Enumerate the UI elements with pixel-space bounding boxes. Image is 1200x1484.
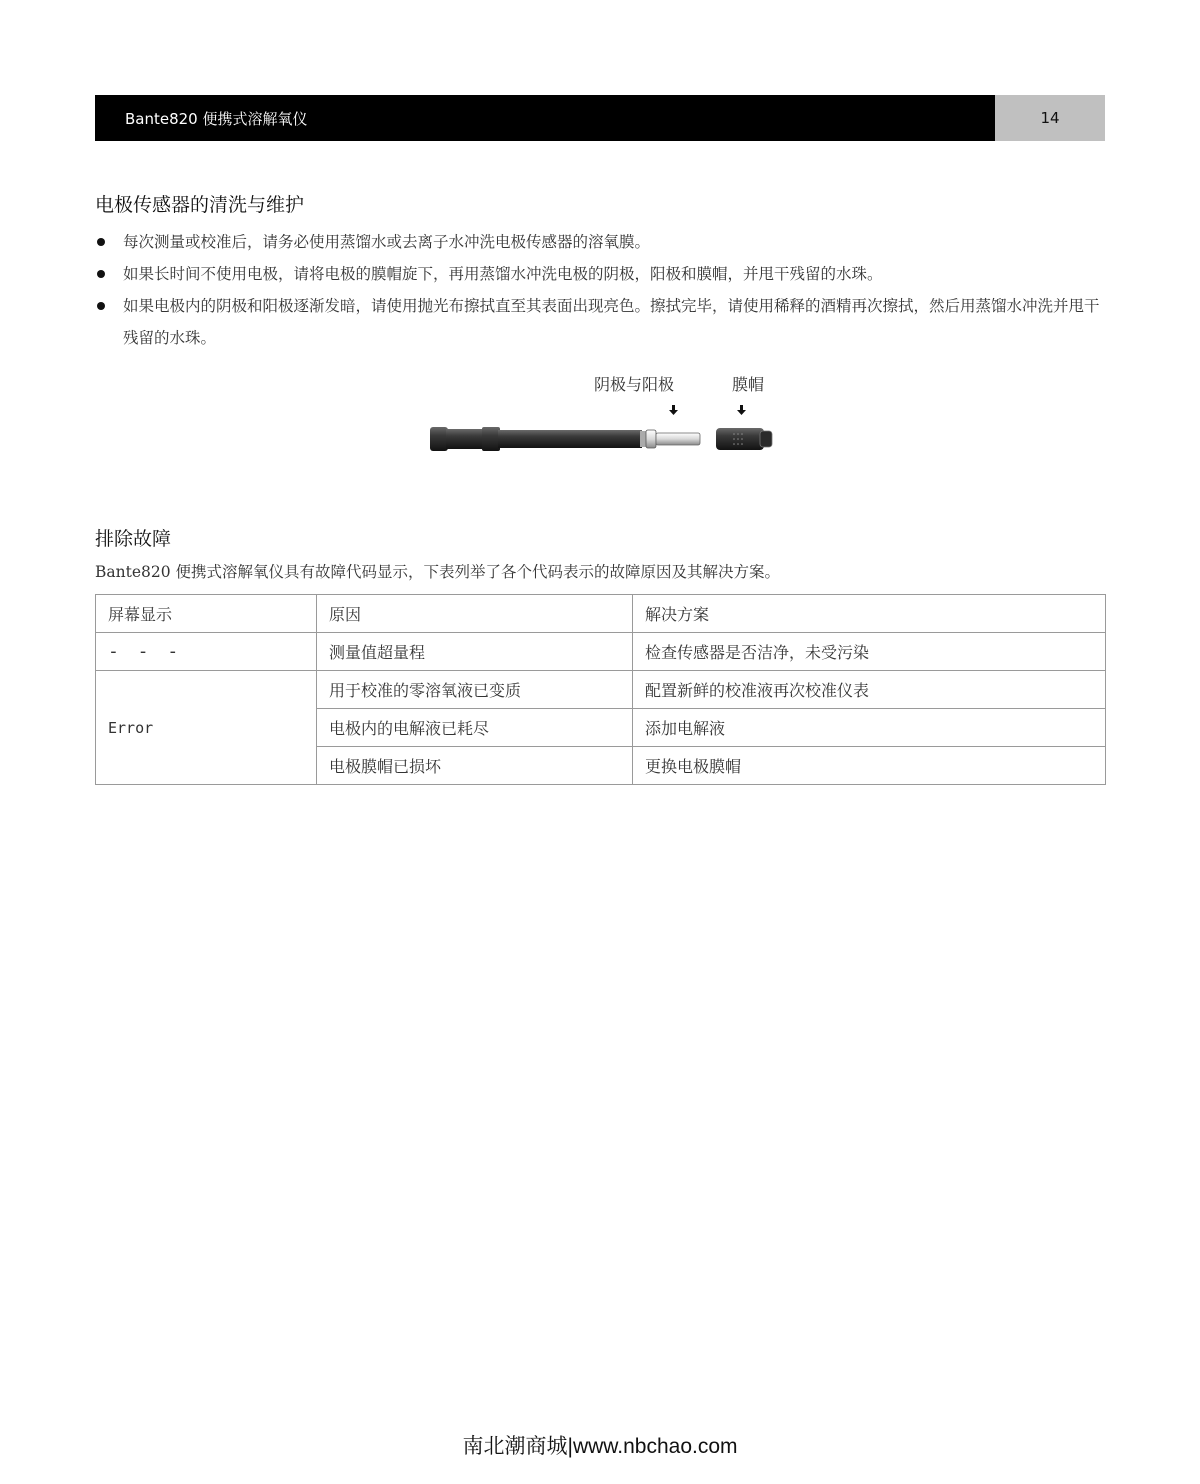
- label-cathode-anode: 阴极与阳极: [594, 375, 675, 394]
- arrow-down-icon: [669, 405, 678, 415]
- header-cell-solution: 解决方案: [633, 595, 1106, 633]
- bullet-text: 如果电极内的阴极和阳极逐渐发暗，请使用抛光布擦拭直至其表面出现亮色。擦拭完毕，请使用稀释的酒精再次擦拭，然后用蒸馏水冲洗并甩干残留的水珠。: [123, 297, 1100, 347]
- maintenance-bullet-list: [95, 226, 1107, 354]
- cause-cell: 测量值超量程: [317, 633, 633, 671]
- troubleshooting-intro: Bante820 便携式溶解氧仪具有故障代码显示，下表列举了各个代码表示的故障原因及其解决方案。: [95, 563, 781, 581]
- fault-table: [95, 594, 1106, 785]
- table-row: [96, 633, 1106, 671]
- bullet-dot-icon: [97, 238, 105, 246]
- solution-cell: 添加电解液: [633, 709, 1106, 747]
- maintenance-title: 电极传感器的清洗与维护: [95, 194, 305, 216]
- solution-cell: 配置新鲜的校准液再次校准仪表: [633, 671, 1106, 709]
- solution-cell: 更换电极膜帽: [633, 747, 1106, 785]
- bullet-text: 每次测量或校准后，请务必使用蒸馏水或去离子水冲洗电极传感器的溶氧膜。: [123, 233, 651, 251]
- cause-cell: 用于校准的零溶氧液已变质: [317, 671, 633, 709]
- bullet-item: [95, 226, 1107, 258]
- electrode-body-icon: [430, 427, 700, 451]
- solution-cell: 检查传感器是否洁净，未受污染: [633, 633, 1106, 671]
- bullet-dot-icon: [97, 302, 105, 310]
- cause-cell: 电极内的电解液已耗尽: [317, 709, 633, 747]
- table-row: [96, 671, 1106, 709]
- header-bar: [95, 95, 995, 141]
- electrode-figure: [420, 368, 790, 468]
- page-number: 14: [1040, 109, 1060, 127]
- bullet-item: [95, 258, 1107, 290]
- page-number-box: [995, 95, 1105, 141]
- troubleshooting-title: 排除故障: [95, 528, 172, 550]
- header-title: Bante820 便携式溶解氧仪: [125, 109, 308, 128]
- cause-cell: 电极膜帽已损坏: [317, 747, 633, 785]
- arrow-down-icon: [737, 405, 746, 415]
- bullet-text: 如果长时间不使用电极，请将电极的膜帽旋下，再用蒸馏水冲洗电极的阴极，阳极和膜帽，并甩干残留的水珠。: [123, 265, 883, 283]
- footer-watermark: 南北潮商城|www.nbchao.com: [462, 1435, 738, 1458]
- bullet-item: [95, 290, 1107, 354]
- header-cell-display: 屏幕显示: [96, 595, 317, 633]
- table-header-row: [96, 595, 1106, 633]
- label-membrane-cap: 膜帽: [732, 375, 765, 394]
- bullet-dot-icon: [97, 270, 105, 278]
- display-cell: - - -: [96, 633, 317, 671]
- header-cell-cause: 原因: [317, 595, 633, 633]
- display-cell: Error: [96, 671, 317, 785]
- membrane-cap-icon: [716, 428, 772, 450]
- electrode-illustration: [420, 368, 790, 468]
